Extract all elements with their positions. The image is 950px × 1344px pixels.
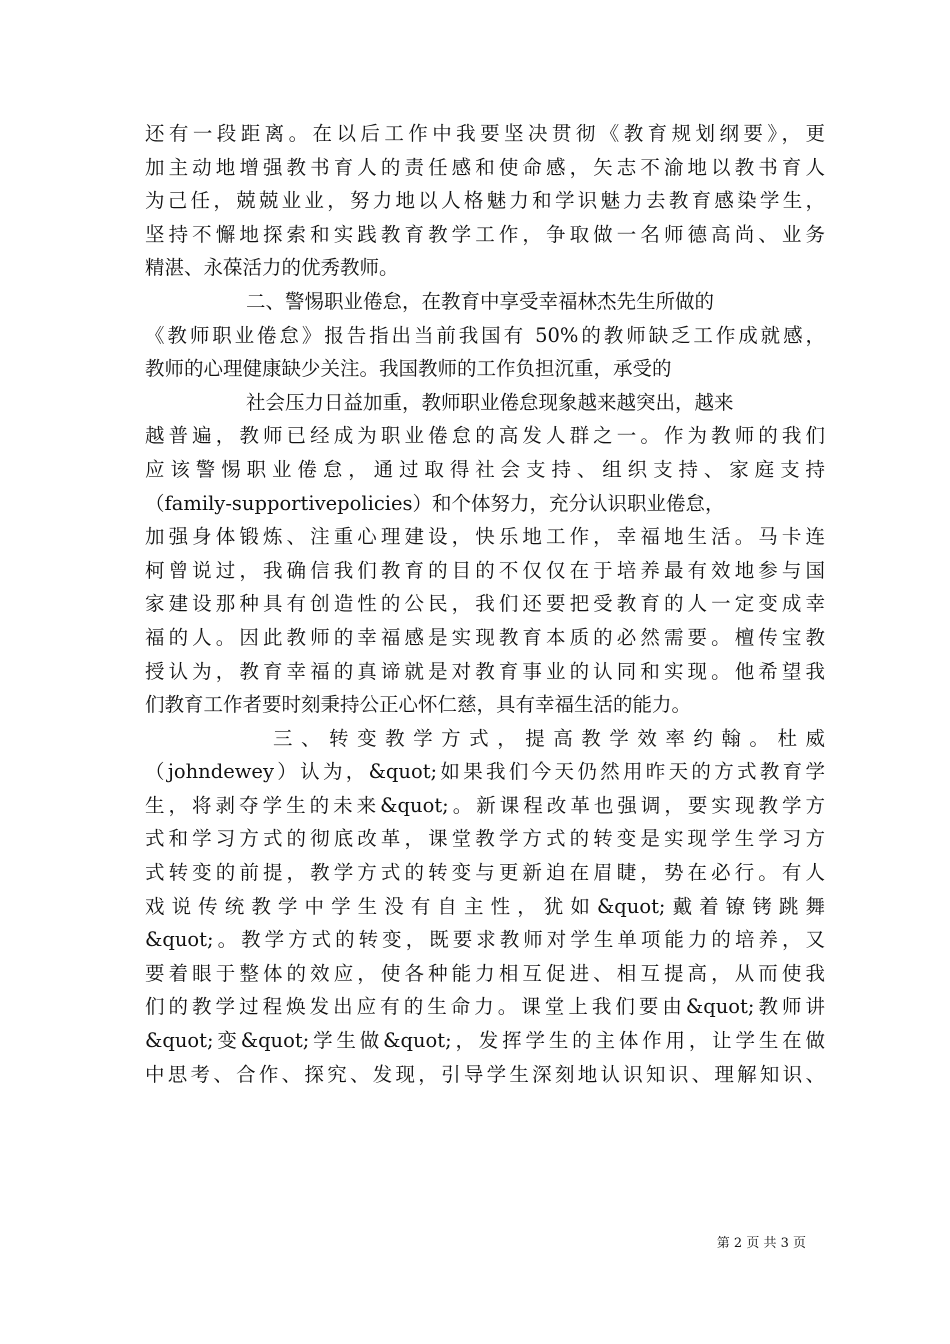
text-line: 要着眼于整体的效应，使各种能力相互促进、相互提高，从而使我 [145, 961, 825, 985]
page-number-footer: 第 2 页 共 3 页 [716, 1236, 806, 1251]
text-line: 授认为，教育幸福的真谛就是对教育事业的认同和实现。他希望我 [145, 659, 825, 683]
text-line: 家建设那种具有创造性的公民，我们还要把受教育的人一定变成幸 [145, 592, 825, 616]
section-heading-line: 三、转变教学方式，提高教学效率约翰。杜威 [273, 726, 825, 750]
text-line: 中思考、合作、探究、发现，引导学生深刻地认识知识、理解知识、 [145, 1062, 825, 1086]
text-line: &quot;。教学方式的转变，既要求教师对学生单项能力的培养，又 [145, 928, 825, 952]
text-line: 应该警惕职业倦怠，通过取得社会支持、组织支持、家庭支持 [145, 457, 825, 481]
text-line: （johndewey）认为，&quot;如果我们今天仍然用昨天的方式教育学 [145, 760, 825, 784]
text-line: （family-supportivepolicies）和个体努力，充分认识职业倦怠， [145, 491, 725, 515]
text-line: 还有一段距离。在以后工作中我要坚决贯彻《教育规划纲要》，更 [145, 122, 825, 145]
text-line: 柯曾说过，我确信我们教育的目的不仅仅在于培养最有效地参与国 [145, 558, 825, 582]
text-line: 生，将剥夺学生的未来&quot;。新课程改革也强调，要实现教学方 [145, 793, 825, 817]
text-line: 《教师职业倦怠》报告指出当前我国有 50%的教师缺乏工作成就感， [145, 323, 825, 347]
text-line: 戏说传统教学中学生没有自主性，犹如&quot;戴着镣铐跳舞 [145, 894, 825, 918]
text-line: 式和学习方式的彻底改革，课堂教学方式的转变是实现学生学习方 [145, 827, 825, 851]
text-line: 越普遍，教师已经成为职业倦怠的高发人群之一。作为教师的我们 [145, 424, 825, 448]
body-text [145, 117, 825, 1091]
section-heading-line: 二、警惕职业倦怠，在教育中享受幸福林杰先生所做的 [246, 289, 715, 313]
text-line: 精湛、永葆活力的优秀教师。 [145, 256, 399, 280]
text-line: 式转变的前提，教学方式的转变与更新迫在眉睫，势在必行。有人 [145, 861, 825, 885]
text-line: 们的教学过程焕发出应有的生命力。课堂上我们要由&quot;教师讲 [145, 995, 825, 1019]
text-line: &quot;变&quot;学生做&quot;，发挥学生的主体作用，让学生在做 [145, 1029, 825, 1053]
text-line: 坚持不懈地探索和实践教育教学工作，争取做一名师德高尚、业务 [145, 222, 825, 246]
text-line: 福的人。因此教师的幸福感是实现教育本质的必然需要。檀传宝教 [145, 625, 825, 649]
text-line: 为己任，兢兢业业，努力地以人格魅力和学识魅力去教育感染学生， [145, 189, 825, 213]
text-line: 加主动地增强教书育人的责任感和使命感，矢志不渝地以教书育人 [145, 155, 825, 179]
text-line: 社会压力日益加重，教师职业倦怠现象越来越突出，越来 [246, 390, 734, 414]
text-line: 们教育工作者要时刻秉持公正心怀仁慈，具有幸福生活的能力。 [145, 693, 692, 717]
text-line: 加强身体锻炼、注重心理建设，快乐地工作，幸福地生活。马卡连 [145, 525, 825, 549]
text-line: 教师的心理健康缺少关注。我国教师的工作负担沉重，承受的 [145, 357, 672, 381]
